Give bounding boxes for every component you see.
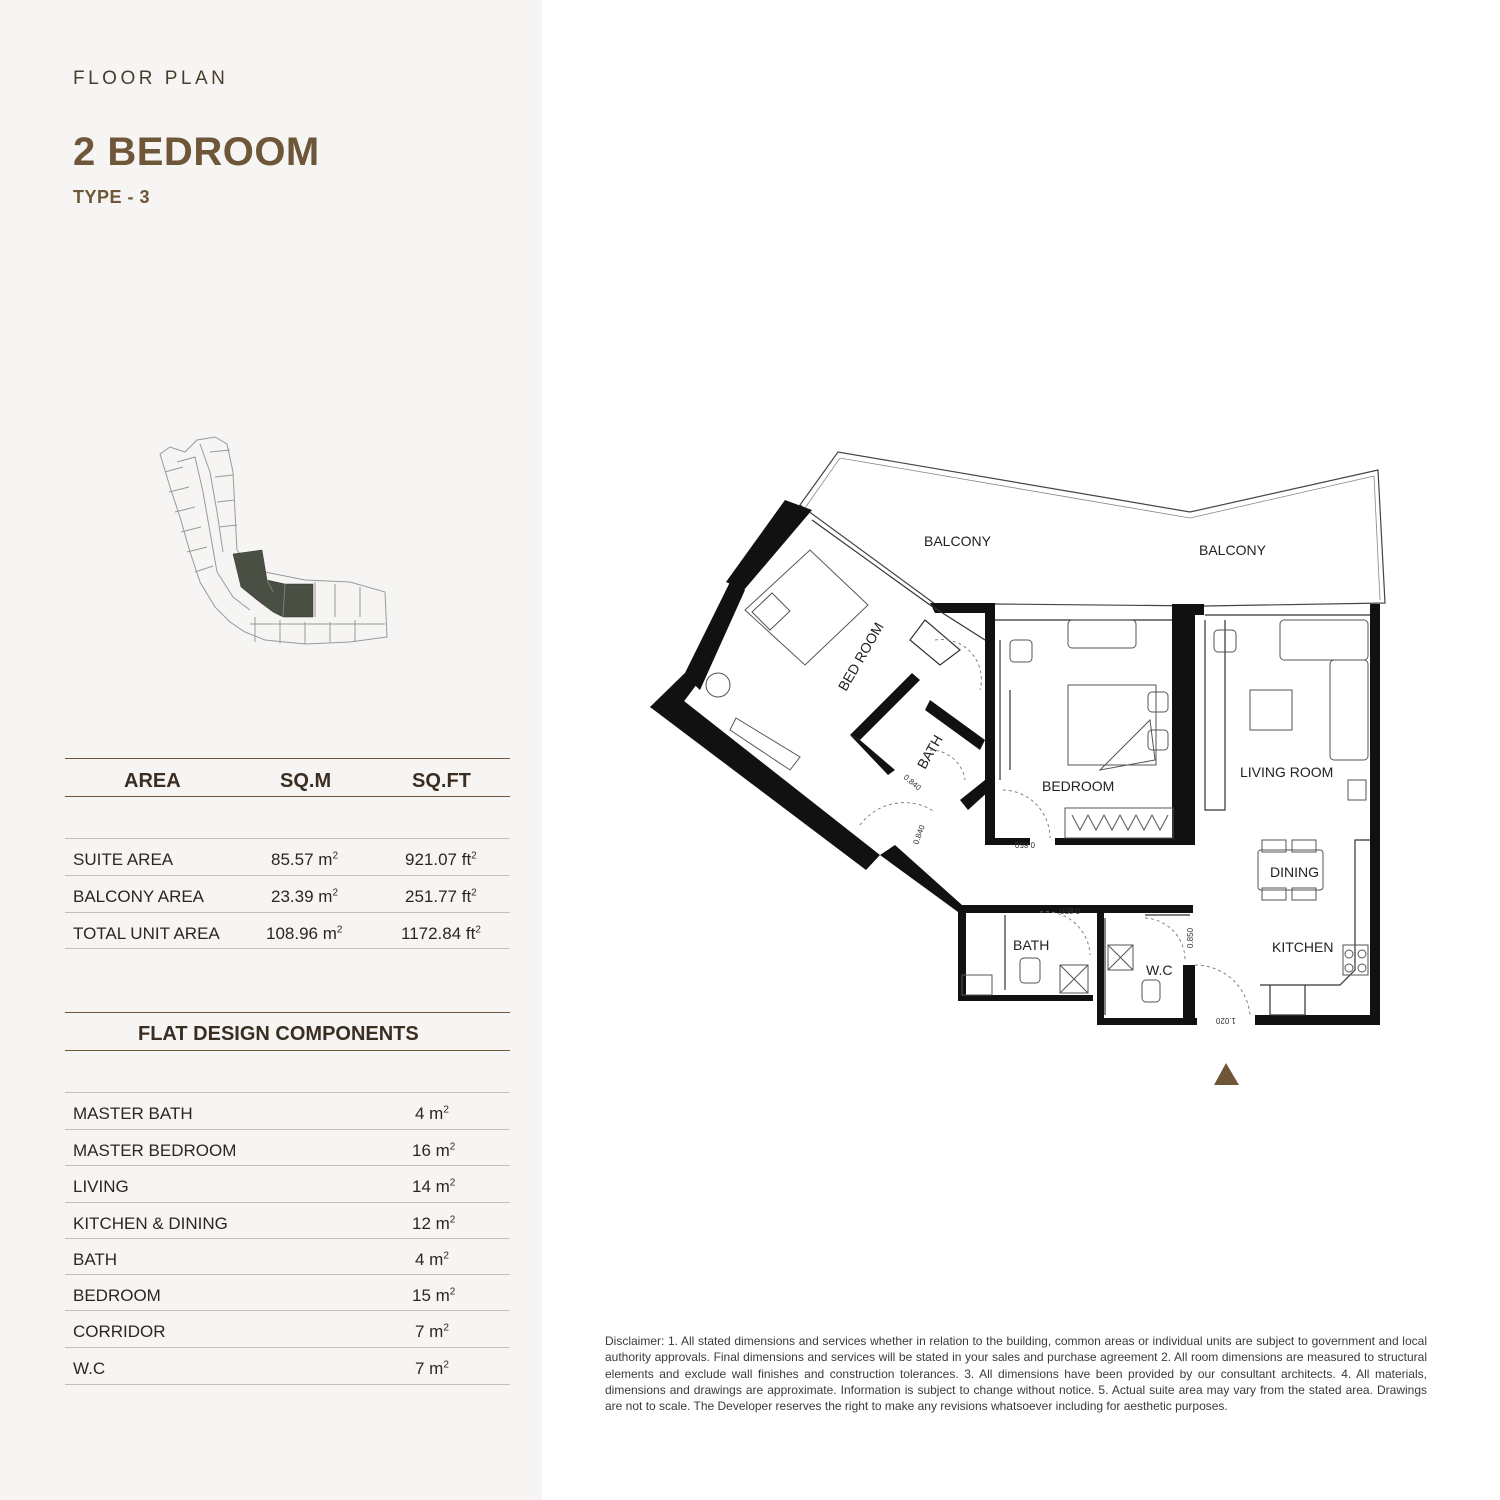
- component-label: MASTER BATH: [73, 1104, 193, 1123]
- divider: [65, 1347, 510, 1348]
- column-header-sqm: SQ.M: [280, 770, 332, 792]
- component-value: 16 $m^2$: [412, 1141, 456, 1160]
- area-row-sqm: 108.96 $m^2$: [266, 924, 343, 943]
- room-label-dining: DINING: [1270, 864, 1319, 880]
- divider: [65, 758, 510, 759]
- divider: [65, 948, 510, 949]
- component-label: W.C: [73, 1359, 106, 1378]
- component-label: BEDROOM: [73, 1286, 161, 1305]
- room-label-bed-room: BED ROOM: [834, 619, 887, 694]
- dimension-label: 0.840: [901, 772, 923, 793]
- area-row-sqft: 251.77 $ft^2$: [405, 887, 477, 906]
- divider: [65, 1129, 510, 1130]
- divider: [65, 1384, 510, 1385]
- component-label: MASTER BEDROOM: [73, 1141, 237, 1160]
- room-label-wc: W.C: [1146, 962, 1173, 978]
- divider: [65, 912, 510, 913]
- divider: [65, 1202, 510, 1203]
- component-value: 4 $m^2$: [415, 1250, 449, 1269]
- dimension-label: 1.020: [1215, 1016, 1236, 1025]
- page-title: 2 BEDROOM: [73, 130, 320, 174]
- area-row-sqft: 921.07 $ft^2$: [405, 850, 477, 869]
- dimension-label: 0.850: [1186, 927, 1195, 948]
- divider: [65, 1310, 510, 1311]
- component-value: 7 $m^2$: [415, 1322, 449, 1341]
- building-key-plan: [155, 432, 395, 667]
- dimension-label: 0.850: [1059, 906, 1080, 915]
- room-label-master-bath: BATH: [913, 732, 946, 772]
- column-header-sqft: SQ.FT: [412, 770, 471, 792]
- component-value: 15 $m^2$: [412, 1286, 456, 1305]
- component-value: 4 $m^2$: [415, 1104, 449, 1123]
- area-row-label: TOTAL UNIT AREA: [73, 924, 220, 943]
- dimension-label: 0.850: [1014, 840, 1035, 849]
- area-row-label: BALCONY AREA: [73, 887, 205, 906]
- area-row-sqm: 23.39 $m^2$: [271, 887, 338, 906]
- area-row-label: SUITE AREA: [73, 850, 174, 869]
- room-label-bedroom: BEDROOM: [1042, 778, 1115, 794]
- component-value: 14 $m^2$: [412, 1177, 456, 1196]
- divider: [65, 1012, 510, 1013]
- divider: [65, 1092, 510, 1093]
- column-header-area: AREA: [124, 770, 181, 792]
- component-label: KITCHEN & DINING: [73, 1214, 228, 1233]
- page-eyebrow: FLOOR PLAN: [73, 68, 229, 89]
- component-label: LIVING: [73, 1177, 129, 1196]
- room-label-balcony: BALCONY: [1199, 542, 1266, 558]
- unit-type: TYPE - 3: [73, 187, 151, 207]
- disclaimer-text: Disclaimer: 1. All stated dimensions and services whether in relation to the building, common areas or individual units are subject to government and local authority approvals. Final dimensions and services will be stated in your sales and purchase agreement 2. All room dimensions are measured to structural elements and exclude wall finishes and construction tolerances. 3. All dimensions have been provided by our consultant architects. 4. All materials, dimensions and drawings are approximate. Information is subject to change without notice. 5. Actual suite area may vary from the stated area. Drawings are not to scale. The Developer reserves the right to make any revisions whatsoever including for aesthetic purposes.: [605, 1334, 1427, 1414]
- divider: [65, 1050, 510, 1051]
- component-value: 7 $m^2$: [415, 1359, 449, 1378]
- room-label-living-room: LIVING ROOM: [1240, 764, 1334, 780]
- component-label: BATH: [73, 1250, 118, 1269]
- components-title: FLAT DESIGN COMPONENTS: [138, 1023, 419, 1045]
- entrance-arrow-icon: [1214, 1063, 1239, 1085]
- floor-plan-drawing: [640, 440, 1400, 1100]
- component-label: CORRIDOR: [73, 1322, 166, 1341]
- area-row-sqft: 1172.84 $ft^2$: [401, 924, 481, 943]
- divider: [65, 838, 510, 839]
- divider: [65, 796, 510, 797]
- room-label-kitchen: KITCHEN: [1272, 939, 1334, 955]
- divider: [65, 1238, 510, 1239]
- room-label-bath: BATH: [1013, 937, 1050, 953]
- divider: [65, 1165, 510, 1166]
- components-table: [65, 1012, 510, 1387]
- divider: [65, 875, 510, 876]
- component-value: 12 $m^2$: [412, 1214, 456, 1233]
- room-label-balcony: BALCONY: [924, 533, 991, 549]
- divider: [65, 1274, 510, 1275]
- dimension-label: 0.840: [911, 823, 927, 846]
- area-row-sqm: 85.57 $m^2$: [271, 850, 338, 869]
- area-table: [65, 758, 510, 950]
